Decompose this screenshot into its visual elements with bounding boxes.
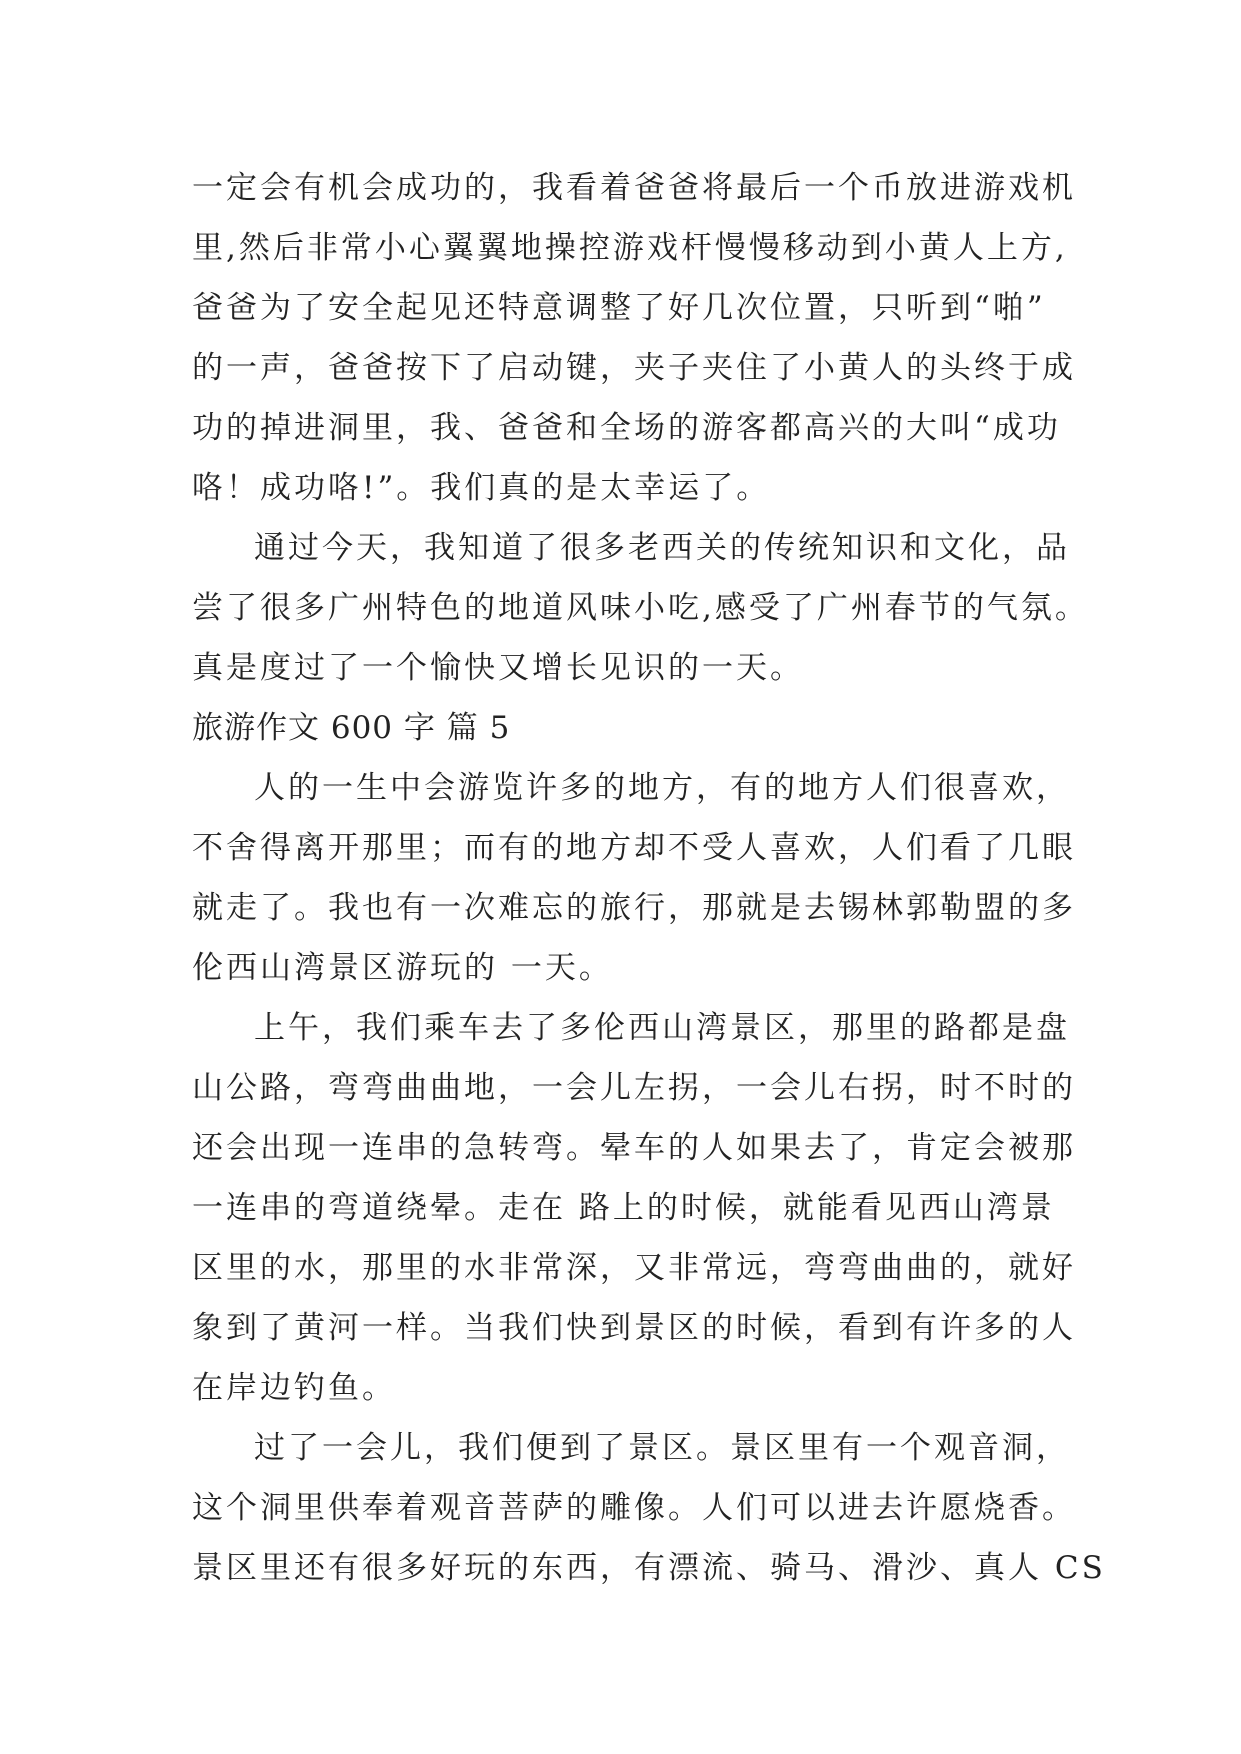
text-line: 山公路，弯弯曲曲地，一会儿左拐，一会儿右拐，时不时的 [192,1070,1076,1106]
text-line: 一定会有机会成功的，我看着爸爸将最后一个币放进游戏机 [192,170,1076,206]
text-line: 伦西山湾景区游玩的 一天。 [192,950,613,986]
text-line: 的一声，爸爸按下了启动键，夹子夹住了小黄人的头终于成 [192,350,1076,386]
essay-body [192,158,1106,1598]
text-line: 功的掉进洞里，我、爸爸和全场的游客都高兴的大叫“成功 [192,410,1061,446]
text-line: 咯！成功咯!”。我们真的是太幸运了。 [192,470,771,506]
text-line: 还会出现一连串的急转弯。晕车的人如果去了，肯定会被那 [192,1130,1076,1166]
text-line: 区里的水，那里的水非常深，又非常远，弯弯曲曲的，就好 [192,1250,1076,1286]
text-line: 就走了。我也有一次难忘的旅行，那就是去锡林郭勒盟的多 [192,890,1076,926]
text-line: 不舍得离开那里；而有的地方却不受人喜欢，人们看了几眼 [192,830,1076,866]
text-line: 一连串的弯道绕晕。走在 路上的时候，就能看见西山湾景 [192,1190,1055,1226]
text-line: 景区里还有很多好玩的东西，有漂流、骑马、滑沙、真人 CS [192,1550,1106,1586]
paragraph-start-line: 人的一生中会游览许多的地方，有的地方人们很喜欢， [254,770,1070,806]
text-line: 尝了很多广州特色的地道风味小吃,感受了广州春节的气氛。 [192,590,1089,626]
paragraph-start-line: 上午，我们乘车去了多伦西山湾景区，那里的路都是盘 [254,1010,1070,1046]
section-heading: 旅游作文 600 字 篇 5 [192,710,511,746]
text-line: 在岸边钓鱼。 [192,1370,396,1406]
text-line: 这个洞里供奉着观音菩萨的雕像。人们可以进去许愿烧香。 [192,1490,1076,1526]
text-line: 真是度过了一个愉快又增长见识的一天。 [192,650,804,686]
paragraph-start-line: 通过今天，我知道了很多老西关的传统知识和文化，品 [254,530,1070,566]
text-line: 里,然后非常小心翼翼地操控游戏杆慢慢移动到小黄人上方, [192,230,1068,266]
text-line: 象到了黄河一样。当我们快到景区的时候，看到有许多的人 [192,1310,1076,1346]
text-line: 爸爸为了安全起见还特意调整了好几次位置，只听到“啪” [192,290,1046,326]
paragraph-start-line: 过了一会儿，我们便到了景区。景区里有一个观音洞， [254,1430,1070,1466]
